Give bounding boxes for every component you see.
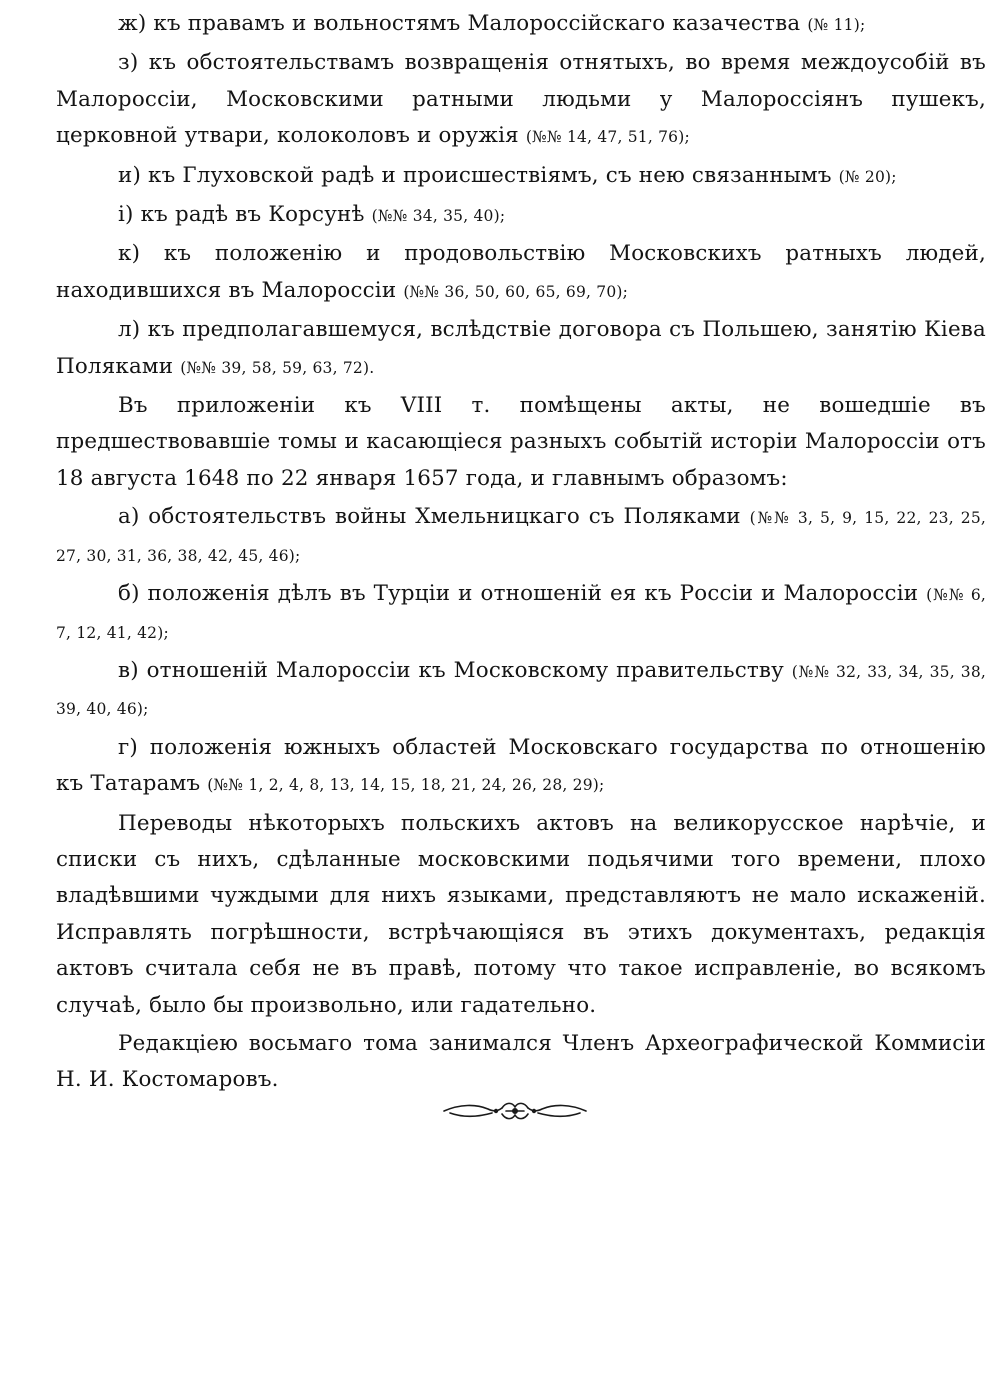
paragraph-text: г) положенія южныхъ областей Московскаго государства по отношенію къ Татарамъ <box>56 734 986 797</box>
paragraph-item-i-dot <box>56 197 986 234</box>
paragraph-item-a <box>56 499 986 574</box>
paragraph-item-i <box>56 158 986 195</box>
document-references: (№№ 32, 33, 34, 35, 38, 39, 40, 46); <box>56 662 987 719</box>
document-references: (№№ 39, 58, 59, 63, 72). <box>180 358 375 377</box>
paragraph-editor <box>56 1026 986 1099</box>
paragraph-item-b <box>56 576 986 651</box>
paragraph-text: Редакціею восьмаго тома занимался Членъ Археографической Коммисіи Н. И. Костомаровъ. <box>56 1030 986 1093</box>
paragraph-item-g <box>56 730 986 804</box>
document-references: (№№ 36, 50, 60, 65, 69, 70); <box>403 282 629 301</box>
paragraph-item-l <box>56 312 986 386</box>
paragraph-text: Въ приложеніи къ VIII т. помѣщены акты, не вошедшіе въ предшествовавшіе томы и касающіеся разныхъ событій исторіи Малороссіи отъ 18 августа 1648 по 22 января 1657 года, и главнымъ образомъ: <box>56 393 986 491</box>
paragraph-item-zh <box>56 6 986 43</box>
document-page <box>56 6 986 1101</box>
paragraph-text: к) къ положенію и продовольствію Московскихъ ратныхъ людей, находившихся въ Малороссіи <box>56 241 986 303</box>
document-references: (№№ 14, 47, 51, 76); <box>525 128 690 147</box>
paragraph-text: б) положенія дѣлъ въ Турціи и отношеній ея къ Россіи и Малороссіи <box>118 581 919 607</box>
document-references: (№№ 1, 2, 4, 8, 13, 14, 15, 18, 21, 24, 26, 28, 29); <box>207 776 605 795</box>
document-references: (№ 11); <box>807 16 866 34</box>
paragraph-text: ж) къ правамъ и вольностямъ Малороссійскаго казачества <box>118 11 801 36</box>
paragraph-text: в) отношеній Малороссіи къ Московскому правительству <box>118 657 784 683</box>
document-references: (№ 20); <box>838 167 897 186</box>
paragraph-text: і) къ радѣ въ Корсунѣ <box>118 202 365 228</box>
paragraph-item-z <box>56 45 986 155</box>
document-references: (№№ 3, 5, 9, 15, 22, 23, 25, 27, 30, 31, 36, 38, 42, 45, 46); <box>56 509 987 565</box>
ornament-divider-icon <box>440 1094 590 1128</box>
paragraph-item-v <box>56 653 986 728</box>
paragraph-text: Переводы нѣкоторыхъ польскихъ актовъ на великорусское нарѣчіе, и списки съ нихъ, сдѣланные московскими подьячими того времени, плохо владѣвшими чуждыми для нихъ языками, представляютъ не мало искаженій. Исправлять погрѣшности, встрѣчающіяся въ этихъ документахъ, редакція актовъ считала себя не въ правѣ, потому что такое исправленіе, во всякомъ случаѣ, было бы произвольно, или гадательно. <box>56 810 986 1018</box>
paragraph-translations <box>56 806 986 1024</box>
paragraph-text: л) къ предполагавшемуся, вслѣдствіе договора съ Польшею, занятію Кіева Поляками <box>56 317 986 379</box>
paragraph-text: з) къ обстоятельствамъ возвращенія отнятыхъ, во время междоусобій въ Малороссіи, Московскими ратными людьми у Малороссіянъ пушекъ, церковной утвари, колоколовъ и оружія <box>56 50 986 149</box>
paragraph-appendix-intro <box>56 388 986 497</box>
document-references: (№№ 6, 7, 12, 41, 42); <box>56 586 987 642</box>
document-references: (№№ 34, 35, 40); <box>371 207 506 226</box>
paragraph-text: а) обстоятельствъ войны Хмельницкаго съ Поляками <box>118 504 741 530</box>
paragraph-text: и) къ Глуховской радѣ и происшествіямъ, съ нею связаннымъ <box>118 162 832 188</box>
paragraph-item-k <box>56 236 986 310</box>
